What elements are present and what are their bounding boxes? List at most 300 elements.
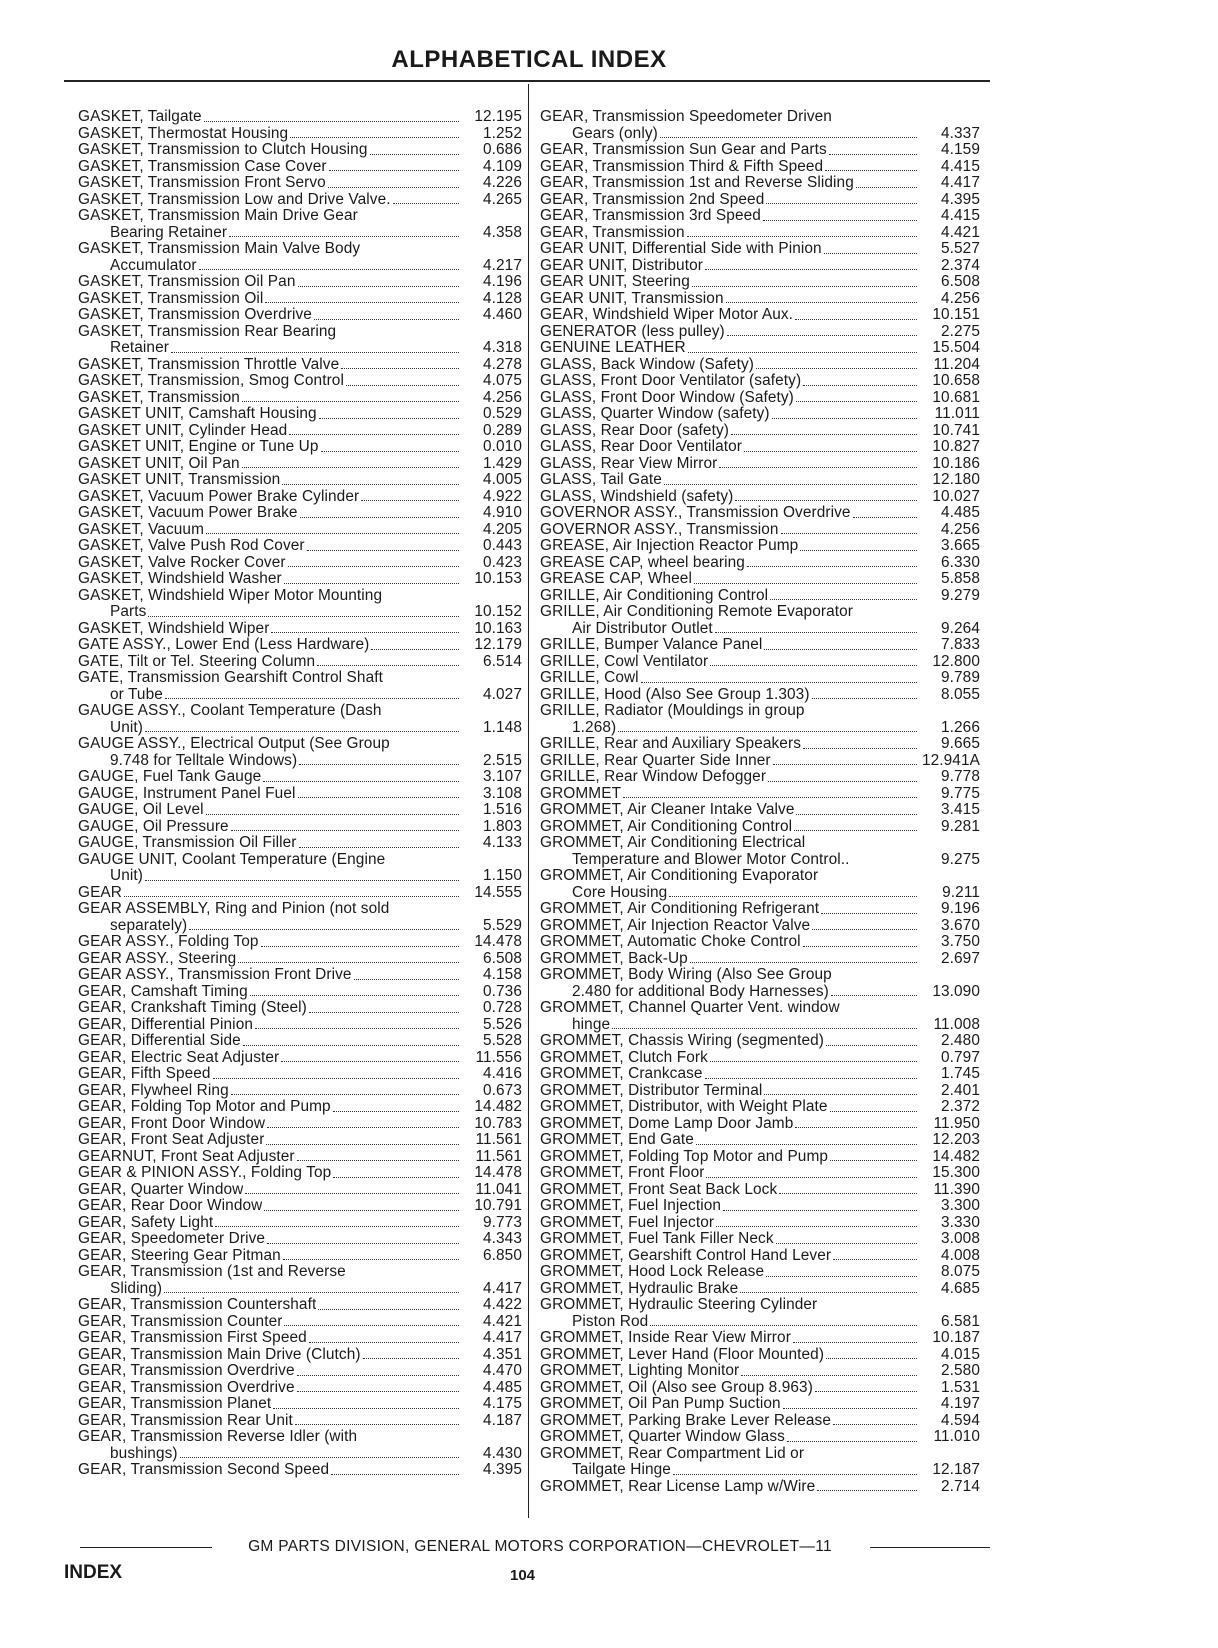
- index-entry-label: GASKET, Transmission Low and Drive Valve.: [78, 191, 391, 208]
- index-entry: [540, 373, 980, 390]
- index-entry: [78, 159, 522, 176]
- index-entry-label: GROMMET: [540, 785, 622, 802]
- dot-leader: [747, 565, 917, 567]
- index-entry: [540, 687, 980, 704]
- index-entry: [540, 934, 980, 951]
- index-entry: [540, 918, 980, 935]
- index-entry-page: 3.008: [940, 1230, 980, 1247]
- index-entry-label: GEAR ASSEMBLY, Ring and Pinion (not sold: [78, 900, 390, 917]
- index-entry: [78, 1446, 522, 1463]
- index-entry-label: GLASS, Front Door Window (Safety): [540, 389, 794, 406]
- index-entry: [78, 1413, 522, 1430]
- index-entry-label: GAUGE, Oil Level: [78, 802, 204, 818]
- index-entry-label: GRILLE, Air Conditioning Control: [540, 587, 769, 604]
- index-entry-label: GEAR UNIT, Steering: [540, 274, 690, 290]
- index-entry: [540, 753, 980, 770]
- index-entry-label: GEAR, Transmission Overdrive: [78, 1363, 295, 1379]
- index-entry: [78, 423, 522, 440]
- index-entry-page: 9.196: [940, 900, 980, 917]
- index-entry-label: GEAR, Transmission 1st and Reverse Sliding: [540, 175, 854, 191]
- index-entry: [540, 852, 980, 869]
- index-entry-page: 4.485: [482, 1378, 522, 1396]
- dot-leader: [705, 1077, 917, 1079]
- dot-leader: [796, 813, 917, 815]
- index-entry: [540, 1281, 980, 1298]
- dot-leader: [145, 730, 459, 732]
- index-entry-page: 4.430: [482, 1444, 522, 1462]
- index-entry-page: 6.581: [940, 1312, 980, 1330]
- index-entry: [78, 1380, 522, 1397]
- index-entry-page: 4.422: [482, 1296, 522, 1313]
- index-entry-page: 13.090: [932, 982, 980, 1000]
- index-entry-label: GRILLE, Hood (Also See Group 1.303): [540, 686, 810, 703]
- index-entry-label: GASKET, Vacuum: [78, 521, 204, 538]
- index-entry-page: 1.531: [940, 1378, 980, 1396]
- dot-leader: [145, 879, 459, 881]
- index-entry: [78, 225, 522, 242]
- index-entry: [78, 1066, 522, 1083]
- index-entry: [78, 142, 522, 159]
- index-entry-page: 0.443: [482, 537, 522, 554]
- index-entry-page: 5.528: [482, 1032, 522, 1049]
- index-entry-label: GEAR, Steering Gear Pitman: [78, 1247, 281, 1264]
- dot-leader: [341, 367, 459, 369]
- index-entry-label: Unit): [110, 868, 143, 884]
- index-entry: [78, 439, 522, 456]
- dot-leader: [297, 1159, 459, 1161]
- index-entry-label: GASKET, Transmission Main Drive Gear: [78, 207, 358, 224]
- index-entry-label: or Tube: [110, 686, 163, 703]
- index-entry-label: GASKET, Windshield Wiper Motor Mounting: [78, 586, 383, 604]
- index-entry-label: GAUGE, Instrument Panel Fuel: [78, 785, 296, 802]
- dot-leader: [612, 1027, 917, 1029]
- index-entry-page: 4.351: [482, 1345, 522, 1363]
- dot-leader: [283, 1258, 459, 1260]
- index-entry-page: 4.421: [482, 1312, 522, 1330]
- dot-leader: [781, 532, 917, 534]
- dot-leader: [281, 1060, 459, 1062]
- dot-leader: [731, 433, 917, 435]
- index-entry: [540, 208, 980, 225]
- dot-leader: [164, 1291, 459, 1293]
- index-entry-label: GEAR & PINION ASSY., Folding Top: [78, 1165, 332, 1181]
- dot-leader: [829, 153, 917, 155]
- index-entry: [540, 1297, 980, 1314]
- index-entry: [540, 819, 980, 836]
- dot-leader: [852, 863, 917, 864]
- dot-leader: [354, 978, 459, 980]
- dot-leader: [213, 1077, 459, 1079]
- index-entry-label: GASKET UNIT, Cylinder Head: [78, 422, 288, 439]
- index-entry-label: GEAR, Transmission Sun Gear and Parts: [540, 142, 827, 158]
- index-entry: [540, 1446, 980, 1463]
- index-entry: [78, 571, 522, 588]
- index-entry-page: 6.514: [482, 652, 522, 670]
- index-entry-label: GEAR, Transmission Planet: [78, 1396, 272, 1412]
- index-entry-page: 4.008: [940, 1246, 980, 1264]
- dot-leader: [664, 483, 917, 485]
- dot-leader: [650, 1324, 917, 1326]
- index-entry-label: GROMMET, Fuel Injector: [540, 1214, 715, 1231]
- index-entry-page: 3.665: [940, 537, 980, 554]
- dot-leader: [284, 1324, 459, 1326]
- index-entry-label: GEAR, Safety Light: [78, 1214, 214, 1231]
- index-entry: [540, 604, 980, 621]
- index-entry-page: 3.415: [940, 801, 980, 818]
- dot-leader: [206, 813, 459, 815]
- index-entry: [540, 1413, 980, 1430]
- index-entry-page: 10.186: [932, 454, 980, 472]
- dot-leader: [706, 1176, 917, 1178]
- index-entry-label: GEAR, Transmission 2nd Speed: [540, 191, 765, 208]
- index-entry: [78, 885, 522, 902]
- index-entry: [78, 588, 522, 605]
- index-entry: [540, 1050, 980, 1067]
- dot-leader: [641, 681, 917, 683]
- dot-leader: [830, 1159, 917, 1161]
- index-entry-page: 4.175: [482, 1395, 522, 1412]
- index-entry-label: GASKET, Thermostat Housing: [78, 125, 289, 142]
- dot-leader: [764, 648, 917, 650]
- dot-leader: [726, 301, 917, 303]
- index-entry: [540, 1149, 980, 1166]
- index-entry-label: Gears (only): [572, 125, 658, 142]
- index-entry-label: GRILLE, Radiator (Mouldings in group: [540, 702, 805, 719]
- index-entry-page: 1.148: [482, 718, 522, 736]
- index-entry-label: GEAR, Transmission First Speed: [78, 1330, 307, 1346]
- index-entry-page: 4.027: [482, 685, 522, 703]
- index-entry: [78, 538, 522, 555]
- dot-leader: [795, 1126, 917, 1128]
- index-entry-page: 1.516: [482, 801, 522, 818]
- dot-leader: [242, 466, 459, 468]
- index-entry: [540, 307, 980, 324]
- index-entry-page: 4.217: [482, 256, 522, 274]
- index-entry: [540, 637, 980, 654]
- index-entry: [78, 720, 522, 737]
- dot-leader: [688, 351, 917, 353]
- index-entry: [78, 604, 522, 621]
- index-entry-label: GROMMET, Distributor, with Weight Plate: [540, 1099, 828, 1115]
- dot-leader: [321, 450, 459, 452]
- index-entry: [540, 1000, 980, 1017]
- dot-leader: [687, 235, 917, 237]
- index-entry-label: GROMMET, Air Conditioning Control: [540, 818, 793, 835]
- index-entry-label: separately): [110, 917, 188, 934]
- index-entry-page: 4.318: [482, 339, 522, 356]
- index-entry: [78, 192, 522, 209]
- index-entry-label: GAUGE, Fuel Tank Gauge: [78, 769, 262, 785]
- index-entry: [78, 786, 522, 803]
- dot-leader: [297, 1374, 459, 1376]
- dot-leader: [803, 747, 917, 749]
- index-entry: [540, 868, 980, 885]
- dot-leader: [215, 1225, 459, 1227]
- index-entry-page: 0.289: [482, 421, 522, 439]
- index-entry: [540, 175, 980, 192]
- index-entry: [540, 885, 980, 902]
- dot-leader: [824, 252, 917, 254]
- index-entry-label: GASKET UNIT, Engine or Tune Up: [78, 439, 319, 455]
- index-entry-page: 4.109: [482, 157, 522, 175]
- index-entry-page: 4.460: [482, 306, 522, 323]
- index-entry: [540, 984, 980, 1001]
- index-entry: [540, 835, 980, 852]
- index-entry-page: 10.163: [474, 619, 522, 637]
- index-entry-page: 9.279: [940, 586, 980, 604]
- index-entry-page: 4.685: [940, 1279, 980, 1297]
- index-entry-label: GASKET, Windshield Wiper: [78, 620, 270, 637]
- index-entry-label: GEAR, Transmission Second Speed: [78, 1462, 330, 1478]
- index-entry-page: 4.395: [940, 190, 980, 208]
- dot-leader: [833, 1258, 917, 1260]
- index-entry-page: 11.011: [934, 405, 980, 422]
- index-entry-label: GASKET UNIT, Oil Pan: [78, 455, 240, 472]
- dot-leader: [297, 1390, 459, 1392]
- index-entry-label: GEAR, Crankshaft Timing (Steel): [78, 1000, 307, 1016]
- index-entry-label: GEAR, Transmission Counter: [78, 1313, 283, 1330]
- index-entry: [540, 258, 980, 275]
- dot-leader: [796, 400, 917, 402]
- index-entry-label: GASKET, Tailgate: [78, 109, 202, 125]
- dot-leader: [299, 763, 459, 765]
- index-entry: [540, 1330, 980, 1347]
- index-entry-page: 4.015: [940, 1345, 980, 1363]
- index-entry-page: 0.797: [940, 1048, 980, 1066]
- index-entry: [540, 324, 980, 341]
- index-entry-page: 2.374: [940, 256, 980, 274]
- index-entry: [540, 802, 980, 819]
- dot-leader: [242, 400, 459, 402]
- index-entry-label: GLASS, Rear Door Ventilator: [540, 439, 743, 455]
- dot-leader: [298, 285, 460, 287]
- index-entry: [78, 208, 522, 225]
- index-entry-page: 11.556: [475, 1048, 522, 1066]
- index-entry-label: GROMMET, Hydraulic Steering Cylinder: [540, 1296, 818, 1313]
- index-entry-page: 10.741: [932, 421, 980, 439]
- index-entry-label: GROMMET, Fuel Injection: [540, 1198, 722, 1214]
- index-entry-label: GEAR ASSY., Transmission Front Drive: [78, 967, 352, 983]
- index-entry-label: GASKET, Transmission: [78, 389, 240, 406]
- index-entry-label: GROMMET, Lighting Monitor: [540, 1363, 740, 1379]
- dot-leader: [660, 136, 917, 138]
- index-entry: [78, 1165, 522, 1182]
- index-entry-label: 9.748 for Telltale Windows): [110, 752, 298, 769]
- index-entry-label: GASKET, Transmission, Smog Control: [78, 373, 344, 389]
- index-entry-page: 11.561: [475, 1131, 522, 1148]
- index-entry: [540, 951, 980, 968]
- dot-leader: [300, 516, 459, 518]
- index-entry: [78, 340, 522, 357]
- index-entry-page: 4.278: [482, 355, 522, 373]
- index-entry: [540, 159, 980, 176]
- index-entry-label: GAUGE, Oil Pressure: [78, 818, 229, 835]
- index-entry-page: 2.372: [940, 1098, 980, 1115]
- footer-division: GM PARTS DIVISION, GENERAL MOTORS CORPORATION—CHEVROLET—11: [248, 1538, 832, 1555]
- index-entry-label: GENERATOR (less pulley): [540, 323, 725, 340]
- dot-leader: [370, 153, 460, 155]
- index-entry-page: 12.941A: [921, 751, 980, 769]
- dot-leader: [719, 466, 917, 468]
- dot-leader: [267, 1126, 459, 1128]
- index-entry: [78, 406, 522, 423]
- index-entry: [78, 621, 522, 638]
- index-entry-label: GROMMET, Body Wiring (Also See Group: [540, 966, 832, 983]
- index-entry-label: GEAR, Electric Seat Adjuster: [78, 1049, 280, 1066]
- index-entry: [78, 951, 522, 968]
- index-entry-page: 1.252: [482, 124, 522, 142]
- dot-leader: [727, 334, 917, 336]
- index-entry-page: 0.736: [482, 982, 522, 1000]
- index-entry: [78, 390, 522, 407]
- index-entry: [78, 1198, 522, 1215]
- index-entry-page: 4.337: [940, 124, 980, 142]
- index-entry-page: 15.300: [932, 1164, 980, 1181]
- dot-leader: [812, 928, 917, 930]
- dot-leader: [623, 796, 917, 798]
- index-entry-page: 4.922: [482, 487, 522, 505]
- index-entry: [78, 1347, 522, 1364]
- dot-leader: [299, 846, 459, 848]
- index-entry-label: GASKET, Transmission Main Valve Body: [78, 240, 361, 257]
- index-entry-label: GAUGE, Transmission Oil Filler: [78, 835, 297, 851]
- index-entry: [540, 1363, 980, 1380]
- index-entry: [540, 769, 980, 786]
- index-entry-label: Retainer: [110, 340, 169, 356]
- index-entry-label: GROMMET, Back-Up: [540, 950, 688, 967]
- index-entry-label: GEAR, Front Seat Adjuster: [78, 1132, 265, 1148]
- index-entry-label: GEAR, Flywheel Ring: [78, 1082, 229, 1099]
- dot-leader: [669, 895, 917, 897]
- index-entry-label: GRILLE, Rear Quarter Side Inner: [540, 752, 771, 769]
- index-entry-page: 9.775: [940, 784, 980, 802]
- index-entry: [78, 1314, 522, 1331]
- dot-leader: [690, 961, 917, 963]
- index-entry: [540, 538, 980, 555]
- dot-leader: [710, 1060, 917, 1062]
- index-entry-label: GASKET, Transmission Throttle Valve: [78, 356, 340, 373]
- index-entry: [78, 1396, 522, 1413]
- index-entry-label: GAUGE UNIT, Coolant Temperature (Engine: [78, 850, 386, 868]
- index-entry: [540, 967, 980, 984]
- index-entry-page: 4.256: [940, 289, 980, 307]
- index-entry-page: 3.108: [482, 784, 522, 802]
- index-entry-page: 4.159: [940, 141, 980, 158]
- dot-leader: [853, 516, 917, 518]
- index-entry: [540, 1380, 980, 1397]
- index-entry-page: 4.256: [482, 388, 522, 406]
- index-entry: [540, 1347, 980, 1364]
- index-entry-page: 9.778: [940, 768, 980, 785]
- index-entry: [540, 1017, 980, 1034]
- index-entry: [78, 1248, 522, 1265]
- dot-leader: [766, 1275, 917, 1277]
- index-entry-page: 10.681: [932, 388, 980, 406]
- dot-leader: [826, 1044, 917, 1046]
- column-divider: [528, 84, 529, 1518]
- dot-leader: [673, 1473, 917, 1475]
- dot-leader: [770, 598, 917, 600]
- dot-leader: [710, 664, 917, 666]
- index-entry: [78, 703, 522, 720]
- index-entry-label: GROMMET, Oil (Also see Group 8.963): [540, 1379, 813, 1396]
- dot-leader: [264, 1209, 459, 1211]
- index-entry-page: 6.508: [940, 273, 980, 290]
- index-entry: [78, 505, 522, 522]
- index-entry-label: GATE, Transmission Gearshift Control Shaft: [78, 669, 383, 686]
- index-entry-label: GEAR, Windshield Wiper Motor Aux.: [540, 307, 794, 323]
- dot-leader: [229, 235, 459, 237]
- dot-leader: [831, 994, 917, 996]
- index-entry: [540, 340, 980, 357]
- index-entry-page: 4.005: [482, 471, 522, 488]
- page-title: ALPHABETICAL INDEX: [391, 46, 667, 73]
- index-entry: [78, 819, 522, 836]
- index-entry-label: GREASE, Air Injection Reactor Pump: [540, 538, 799, 554]
- index-entry: [78, 241, 522, 258]
- index-entry-page: 15.504: [932, 339, 980, 356]
- dot-leader: [273, 1407, 459, 1409]
- index-entry-label: GROMMET, Distributor Terminal: [540, 1082, 763, 1099]
- index-entry: [540, 126, 980, 143]
- index-entry-page: 11.950: [933, 1114, 980, 1132]
- index-entry: [78, 1297, 522, 1314]
- index-entry: [78, 802, 522, 819]
- index-entry-label: GROMMET, Automatic Choke Control: [540, 934, 801, 950]
- index-entry-page: 12.800: [932, 652, 980, 670]
- index-entry: [78, 901, 522, 918]
- dot-leader: [741, 1374, 917, 1376]
- dot-leader: [307, 549, 459, 551]
- index-entry-page: 1.429: [482, 454, 522, 472]
- index-entry-label: Accumulator: [110, 257, 197, 274]
- index-entry-label: GASKET, Transmission Overdrive: [78, 307, 312, 323]
- index-entry: [540, 489, 980, 506]
- index-entry-page: 4.256: [940, 520, 980, 538]
- index-entry-label: GLASS, Back Window (Safety): [540, 356, 754, 373]
- index-entry-label: GREASE CAP, Wheel: [540, 571, 692, 587]
- index-entry: [540, 1116, 980, 1133]
- index-entry: [78, 1281, 522, 1298]
- index-entry: [78, 291, 522, 308]
- index-entry-label: GAUGE ASSY., Electrical Output (See Group: [78, 735, 390, 752]
- dot-leader: [309, 1341, 459, 1343]
- index-entry-page: 14.482: [474, 1098, 522, 1115]
- index-entry: [540, 1066, 980, 1083]
- index-entry: [78, 307, 522, 324]
- index-entry-label: GATE ASSY., Lower End (Less Hardware): [78, 637, 370, 653]
- index-entry-label: GEAR, Rear Door Window: [78, 1198, 263, 1214]
- index-entry-label: GEAR, Transmission: [540, 224, 685, 241]
- index-entry: [540, 1231, 980, 1248]
- dot-leader: [329, 169, 459, 171]
- index-entry-page: 4.158: [482, 966, 522, 983]
- dot-leader: [265, 301, 459, 303]
- index-entry-page: 0.529: [482, 405, 522, 422]
- index-entry-label: GOVERNOR ASSY., Transmission Overdrive: [540, 505, 851, 521]
- dot-leader: [295, 1423, 459, 1425]
- index-entry-page: 0.673: [482, 1081, 522, 1099]
- dot-leader: [803, 384, 917, 386]
- index-entry: [540, 406, 980, 423]
- dot-leader: [715, 631, 917, 633]
- index-entry-label: GEAR, Transmission Main Drive (Clutch): [78, 1346, 361, 1363]
- index-entry: [78, 1215, 522, 1232]
- index-entry-label: GASKET, Transmission Oil Pan: [78, 274, 296, 290]
- index-entry: [540, 1248, 980, 1265]
- index-entry: [540, 109, 980, 126]
- index-entry-label: Sliding): [110, 1280, 163, 1297]
